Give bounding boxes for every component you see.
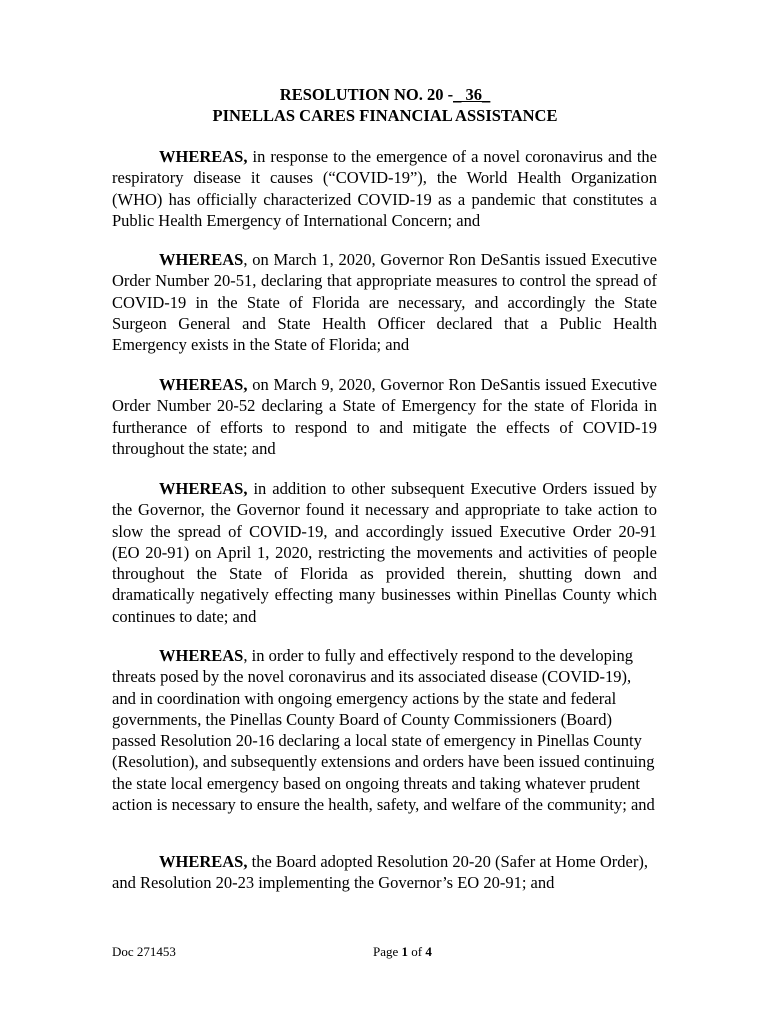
paragraph-lead: WHEREAS: [159, 646, 244, 665]
whereas-paragraph-4: [112, 478, 657, 627]
paragraph-text: in response to the emergence of a novel coronavirus and the respiratory disease it causes (“COVID-19”), the World Health Organization (WHO) has officially characterized COVID-19 as a pandemic that constitutes a Public Health Emergency of International Concern; and: [112, 147, 657, 230]
resolution-prefix: RESOLUTION NO. 20 -: [279, 85, 454, 104]
resolution-number: _ 36_: [453, 85, 491, 104]
page-word: Page: [373, 944, 399, 959]
page-of: of: [411, 944, 423, 959]
paragraph-text: in addition to other subsequent Executive Orders issued by the Governor, the Governor found it necessary and appropriate to take action to slow the spread of COVID-19, and accordingly issued Executive Order 20-91 (EO 20-91) on April 1, 2020, restricting the movements and activities of people throughout the State of Florida as provided therein, shutting down and dramatically negatively effecting many businesses within Pinellas County which continues to date; and: [112, 479, 657, 626]
resolution-title: PINELLAS CARES FINANCIAL ASSISTANCE: [212, 106, 558, 125]
paragraph-text: the Board adopted Resolution 20-20 (Safer at Home Order), and Resolution 20-23 implementing the Governor’s EO 20-91; and: [112, 852, 648, 893]
whereas-paragraph-2: [112, 249, 657, 355]
footer-page-number: [373, 944, 432, 960]
page-current: 1: [401, 944, 409, 959]
paragraph-lead: WHEREAS,: [159, 852, 248, 871]
whereas-paragraph-3: [112, 374, 657, 459]
paragraph-text: , on March 1, 2020, Governor Ron DeSantis issued Executive Order Number 20-51, declaring that appropriate measures to control the spread of COVID-19 in the State of Florida are necessary, and accordingly the State Surgeon General and State Health Officer declared that a Public Health Emergency exists in the State of Florida; and: [112, 250, 657, 355]
whereas-paragraph-1: [112, 146, 657, 231]
paragraph-text: , in order to fully and effectively respond to the developing threats posed by the novel coronavirus and its associated disease (COVID-19), and in coordination with ongoing emergency actions by the state and federal governments, the Pinellas County Board of County Commissioners (Board) passed Resolution 20-16 declaring a local state of emergency in Pinellas County (Resolution), and subsequently extensions and orders have been issued continuing the state local emergency based on ongoing threats and taking whatever prudent action is necessary to ensure the health, safety, and welfare of the community; and: [112, 646, 655, 815]
paragraph-lead: WHEREAS: [159, 250, 244, 269]
paragraph-lead: WHEREAS,: [159, 479, 248, 498]
paragraph-text: on March 9, 2020, Governor Ron DeSantis issued Executive Order Number 20-52 declaring a State of Emergency for the state of Florida in furtherance of efforts to respond to and mitigate the effects of COVID-19 throughout the state; and: [112, 375, 657, 458]
resolution-number-heading: [0, 84, 770, 105]
paragraph-lead: WHEREAS,: [159, 147, 248, 166]
whereas-paragraph-6: [112, 851, 657, 894]
footer-doc-id: Doc 271453: [112, 944, 176, 959]
page-total: 4: [425, 944, 432, 959]
paragraph-lead: WHEREAS,: [159, 375, 248, 394]
whereas-paragraph-5: [112, 645, 657, 815]
